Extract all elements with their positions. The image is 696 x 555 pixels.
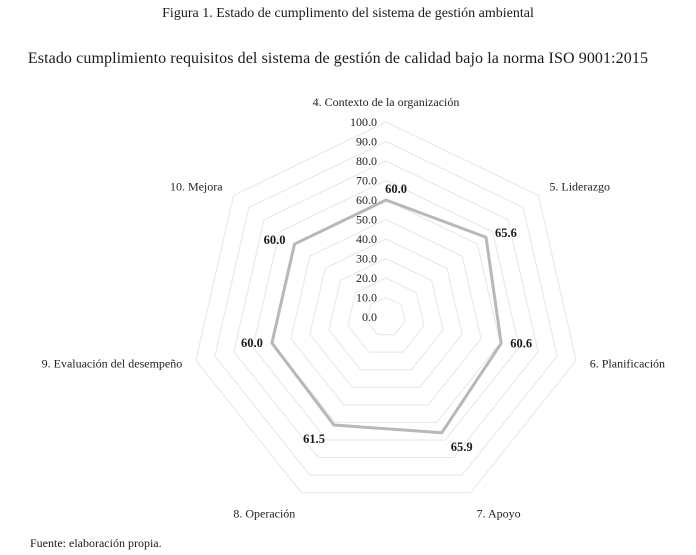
tick-label: 40.0 — [356, 232, 377, 246]
category-labels — [42, 95, 665, 520]
tick-label: 20.0 — [356, 271, 377, 285]
data-label: 60.0 — [263, 233, 286, 248]
grid-ring — [291, 220, 481, 405]
data-label: 60.0 — [241, 336, 263, 351]
grid-ring — [196, 122, 576, 493]
category-label: 9. Evaluación del desempeño — [41, 356, 183, 371]
category-label: 10. Mejora — [169, 179, 223, 194]
radar-grid — [196, 122, 576, 493]
tick-label: 10.0 — [356, 290, 377, 305]
chart-title: Estado cumplimiento requisitos del sistema de gestión de calidad bajo la norma ISO 9001:2015 — [27, 50, 649, 67]
tick-label: 70.0 — [356, 173, 377, 188]
tick-label: 60.0 — [356, 193, 377, 207]
category-label: 7. Apoyo — [476, 506, 521, 521]
radar-series — [272, 200, 501, 433]
category-label: 8. Operación — [233, 506, 296, 521]
radial-axis-ticks — [350, 115, 377, 324]
tick-label: 80.0 — [356, 154, 377, 168]
grid-ring — [348, 278, 424, 352]
figure-label: Figura 1. — [162, 6, 213, 21]
tick-label: 100.0 — [350, 115, 377, 129]
data-label: 65.9 — [450, 439, 473, 454]
category-label: 4. Contexto de la organización — [312, 95, 460, 109]
tick-label: 90.0 — [356, 134, 377, 149]
tick-label: 50.0 — [356, 212, 377, 227]
data-labels — [241, 182, 532, 454]
figure-caption-text: Estado de cumplimento del sistema de gestión ambiental — [216, 6, 534, 21]
category-label: 6. Planificación — [589, 356, 666, 371]
data-label: 65.6 — [495, 226, 517, 241]
data-label: 60.6 — [510, 336, 533, 351]
tick-label: 30.0 — [356, 251, 377, 266]
data-label: 60.0 — [385, 182, 407, 196]
category-label: 5. Liderazgo — [549, 179, 611, 194]
data-label: 61.5 — [303, 432, 325, 447]
source-note: Fuente: elaboración propia. — [30, 536, 162, 550]
tick-label: 0.0 — [362, 310, 377, 324]
grid-ring — [329, 259, 443, 370]
series-line — [272, 200, 501, 433]
